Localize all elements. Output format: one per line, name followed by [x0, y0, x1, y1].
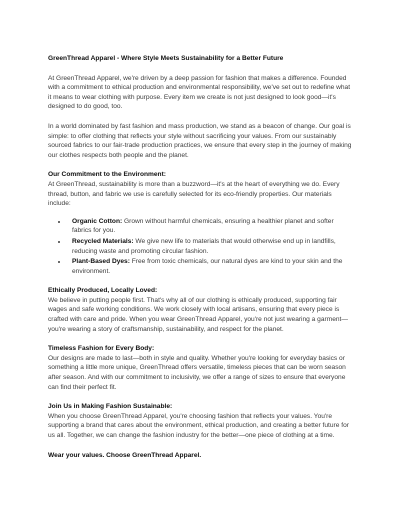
list-item — [68, 237, 352, 256]
intro-paragraph-1: At GreenThread Apparel, we're driven by a deep passion for fashion that makes a difference. Founded with a commitment to ethical production and environmental responsibility, we've set out to redefine what it means to wear clothing with purpose. Every item we create is not just designed to look good—it's designed to do good, too. — [48, 74, 351, 111]
list-item-text: Free from toxic chemicals, our natural dyes are kind to your skin and the environment. — [72, 258, 343, 275]
environment-body: At GreenThread, sustainability is more than a buzzword—it's at the heart of everything we do. Every thread, button, and fabric we use is carefully selected for its eco-friendly properties. Our materials include: — [48, 180, 340, 208]
join-section — [48, 402, 352, 440]
list-item — [68, 217, 352, 236]
environment-section — [48, 170, 352, 276]
join-heading: Join Us in Making Fashion Sustainable: — [48, 403, 173, 411]
ethical-section — [48, 286, 352, 334]
closing-line: Wear your values. Choose GreenThread Apparel. — [48, 451, 202, 459]
ethical-heading: Ethically Produced, Locally Loved: — [48, 287, 158, 295]
list-item-text: We give new life to materials that would otherwise end up in landfills, reducing waste and promoting circular fashion. — [72, 237, 336, 255]
list-item — [68, 257, 352, 276]
environment-heading: Our Commitment to the Environment: — [48, 171, 166, 179]
intro-paragraph-2: In a world dominated by fast fashion and mass production, we stand as a beacon of change. Our goal is simple: to offer clothing that reflects your style without sacrificing your values. From our sustainably sourced fabrics to our fair-trade production practices, we ensure that every step in the journey of making our clothes respects both people and the planet. — [48, 122, 352, 159]
timeless-heading: Timeless Fashion for Every Body: — [48, 345, 155, 353]
document-title: GreenThread Apparel - Where Style Meets Sustainability for a Better Future — [48, 55, 284, 62]
timeless-body: Our designs are made to last—both in style and quality. Whether you're looking for everyday basics or something a little more unique, GreenThread offers versatile, timeless pieces that can be worn season after season. And with our commitment to inclusivity, we offer a range of sizes to ensure that everyone can find their perfect fit. — [48, 354, 346, 391]
materials-list — [48, 217, 352, 277]
list-item-label: Plant-Based Dyes: — [72, 258, 130, 266]
ethical-body: We believe in putting people first. That's why all of our clothing is ethically produced, supporting fair wages and safe working conditions. We work closely with local artisans, ensuring that every piece is crafted with care and pride. When you wear GreenThread Apparel, you're not just wearing a garment—you're wearing a story of craftsmanship, sustainability, and respect for the planet. — [48, 296, 348, 333]
join-body: When you choose GreenThread Apparel, you're choosing fashion that reflects your values. You're supporting a brand that cares about the environment, ethical production, and creating a better future for us all. Together, we can change the fashion industry for the better—one piece of clothing at a time. — [48, 412, 349, 439]
list-item-label: Recycled Materials: — [72, 237, 134, 245]
list-item-text: Grown without harmful chemicals, ensuring a healthier planet and softer fabrics for you. — [72, 217, 334, 235]
timeless-section — [48, 344, 352, 392]
list-item-label: Organic Cotton: — [72, 217, 123, 225]
